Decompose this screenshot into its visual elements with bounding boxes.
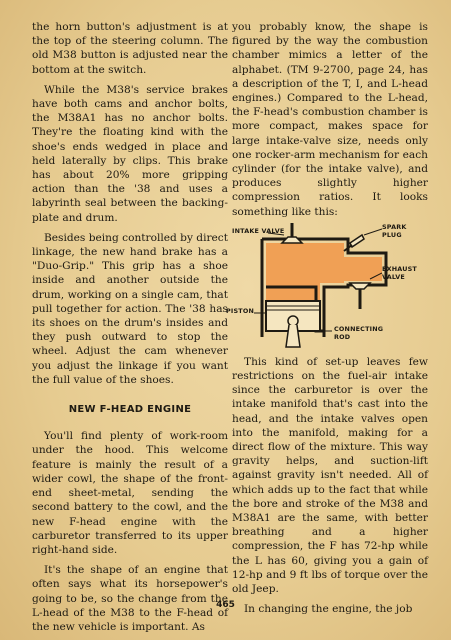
wrist-pin: [288, 316, 298, 326]
page-number: 465: [216, 600, 235, 610]
paragraph: You'll find plenty of work-room under the hood. This welcome feature is mainly the result of a wider cowl, the shape of the front-end sheet-metal, sending the second battery to the cowl, and the new F-head engine with the carburetor transferred to its upper right-hand side.: [32, 430, 228, 556]
paragraph: you probably know, the shape is figured by the way the combustion chamber mimics a letter of the alphabet. (TM 9-2700, page 24, has a description of the T, I, and L-head engines.) Compared to the L-head, the F-head's combustion chamber is more compact, makes space for large intake-valve size, needs only one rocker-arm mechanism for each cylinder (for the intake valve), and produces slightly higher compression ratios. It looks something like this:: [232, 21, 428, 218]
paragraph: This kind of set-up leaves few restrictions on the fuel-air intake since the carburetor is over the intake manifold that's cast into the head, and the intake valves open into the manifold, making for a direct flow of the mixture. This way gravity helps, and suction-lift against gravity isn't needed. All of which adds up to the fact that while the bore and stroke of the M38 and M38A1 are the same, with better breathing and a higher compression, the F has 72-hp while the L has 60, giving you a gain of 12-hp and 9 ft lbs of torque over the old Jeep.: [232, 355, 428, 596]
right-column: [226, 20, 428, 617]
exhaust-valve-head: [350, 283, 370, 289]
paragraph: It's the shape of an engine that often says what its horsepower's going to be, so the change from the L-head of the M38 to the F-head of the new vehicle is important. As: [32, 564, 228, 633]
paragraph: In changing the engine, the job: [244, 603, 413, 616]
f-head-engine-diagram: [226, 221, 428, 349]
connecting-rod: [286, 325, 300, 347]
left-column: [32, 20, 228, 634]
paragraph: Besides being controlled by direct linkage, the new hand brake has a "Duo-Grip." This grip has a shoe inside and another outside the drum, working on a single cam, that pull together for action. The '38 has its shoes on the drum's insides and they push outward to stop the wheel. Adjust the cam whenever you adjust the linkage if you want the full value of the shoes.: [32, 231, 228, 386]
spark-plug-label: SPARK PLUG: [382, 222, 407, 239]
engine-diagram-svg: [232, 221, 428, 349]
section-heading: NEW F-HEAD ENGINE: [68, 404, 192, 416]
intake-valve-label: INTAKE VALVE: [232, 226, 285, 235]
piston-label: PISTON: [226, 306, 255, 315]
connecting-rod-label: CONNECTING ROD: [334, 324, 384, 341]
paragraph: the horn button's adjustment is at the top of the steering column. The old M38 button is adjusted near the bottom at the switch.: [32, 21, 228, 76]
exhaust-valve-label: EXHAUST VALVE: [382, 264, 417, 281]
paragraph: While the M38's service brakes have both cams and anchor bolts, the M38A1 has no anchor bolts. They're the floating kind with the shoe's ends wedged in place and held laterally by clips. This brake has about 20% more gripping action than the '38 and uses a labyrinth seal between the backing-plate and drum.: [32, 83, 228, 224]
spark-plug-leader: [364, 229, 382, 235]
